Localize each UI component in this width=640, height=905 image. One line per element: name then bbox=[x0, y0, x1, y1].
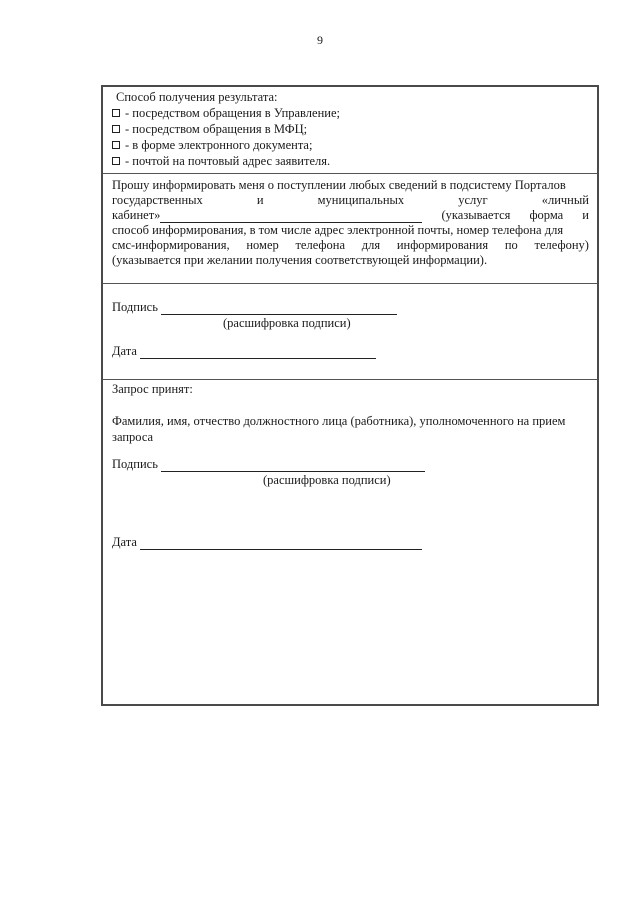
official-date-blank[interactable] bbox=[140, 538, 422, 550]
inform-word: муниципальных bbox=[317, 193, 405, 207]
checkbox-electronic[interactable] bbox=[112, 141, 120, 149]
personal-account-label: кабинет» bbox=[112, 208, 161, 222]
inform-word: и bbox=[256, 193, 264, 207]
inform-text-4: способ информирования, в том числе адрес электронной почты, номер телефона для bbox=[112, 223, 564, 237]
inform-line-6: (указывается при желании получения соответствующей информации). bbox=[112, 253, 488, 267]
inform-line-4 bbox=[112, 223, 589, 238]
applicant-date-blank[interactable] bbox=[140, 347, 376, 359]
inform-word: смс-информирования, bbox=[112, 238, 230, 252]
result-method-title: Способ получения результата: bbox=[116, 90, 278, 104]
inform-word: государственных bbox=[112, 193, 203, 207]
inform-word: «личный bbox=[541, 193, 589, 207]
inform-line-3 bbox=[112, 208, 589, 223]
option-row-post[interactable] bbox=[112, 153, 597, 169]
official-signature-label: Подпись bbox=[112, 457, 158, 471]
applicant-date-label: Дата bbox=[112, 344, 137, 358]
page-number: 9 bbox=[317, 33, 323, 47]
applicant-decode-caption: (расшифровка подписи) bbox=[223, 316, 351, 330]
checkbox-mfc[interactable] bbox=[112, 125, 120, 133]
application-form bbox=[101, 85, 599, 706]
option-row-electronic[interactable] bbox=[112, 137, 597, 153]
notification-request-section bbox=[103, 174, 597, 284]
official-signature-field bbox=[112, 457, 425, 472]
inform-word: (указывается bbox=[441, 208, 511, 222]
official-name-line-2: запроса bbox=[112, 430, 154, 444]
applicant-date-field bbox=[112, 344, 376, 359]
applicant-signature-field bbox=[112, 300, 397, 315]
option-row-administration[interactable] bbox=[112, 105, 597, 121]
inform-word: телефона bbox=[295, 238, 346, 252]
inform-word: и bbox=[582, 208, 589, 222]
option-label-mfc: - посредством обращения в МФЦ; bbox=[125, 122, 308, 136]
checkbox-administration[interactable] bbox=[112, 109, 120, 117]
option-row-mfc[interactable] bbox=[112, 121, 597, 137]
applicant-signature-section bbox=[103, 284, 597, 380]
official-name-line-1: Фамилия, имя, отчество должностного лица (работника), уполномоченного на прием bbox=[112, 414, 566, 428]
official-date-field bbox=[112, 535, 422, 550]
official-decode-caption: (расшифровка подписи) bbox=[263, 473, 391, 487]
option-label-post: - почтой на почтовый адрес заявителя. bbox=[125, 154, 331, 168]
option-label-administration: - посредством обращения в Управление; bbox=[125, 106, 340, 120]
official-signature-blank[interactable] bbox=[161, 460, 425, 472]
applicant-signature-blank[interactable] bbox=[161, 303, 397, 315]
inform-text-1: Прошу информировать меня о поступлении любых сведений в подсистему Порталов bbox=[112, 178, 566, 192]
inform-line-1 bbox=[112, 178, 589, 193]
inform-word: по bbox=[504, 238, 518, 252]
inform-line-5 bbox=[112, 238, 589, 253]
inform-word: для bbox=[361, 238, 381, 252]
checkbox-post[interactable] bbox=[112, 157, 120, 165]
request-acceptance-section bbox=[103, 380, 597, 704]
official-date-label: Дата bbox=[112, 535, 137, 549]
personal-account-blank[interactable] bbox=[160, 211, 422, 223]
inform-word: услуг bbox=[458, 193, 488, 207]
inform-word: телефону) bbox=[534, 238, 589, 252]
inform-word: форма bbox=[529, 208, 564, 222]
result-method-section bbox=[103, 87, 597, 174]
inform-word: номер bbox=[246, 238, 279, 252]
inform-line-2 bbox=[112, 193, 589, 208]
acceptance-title: Запрос принят: bbox=[112, 382, 193, 396]
option-label-electronic: - в форме электронного документа; bbox=[125, 138, 313, 152]
inform-word: информирования bbox=[396, 238, 489, 252]
personal-account-field bbox=[112, 208, 422, 223]
applicant-signature-label: Подпись bbox=[112, 300, 158, 314]
